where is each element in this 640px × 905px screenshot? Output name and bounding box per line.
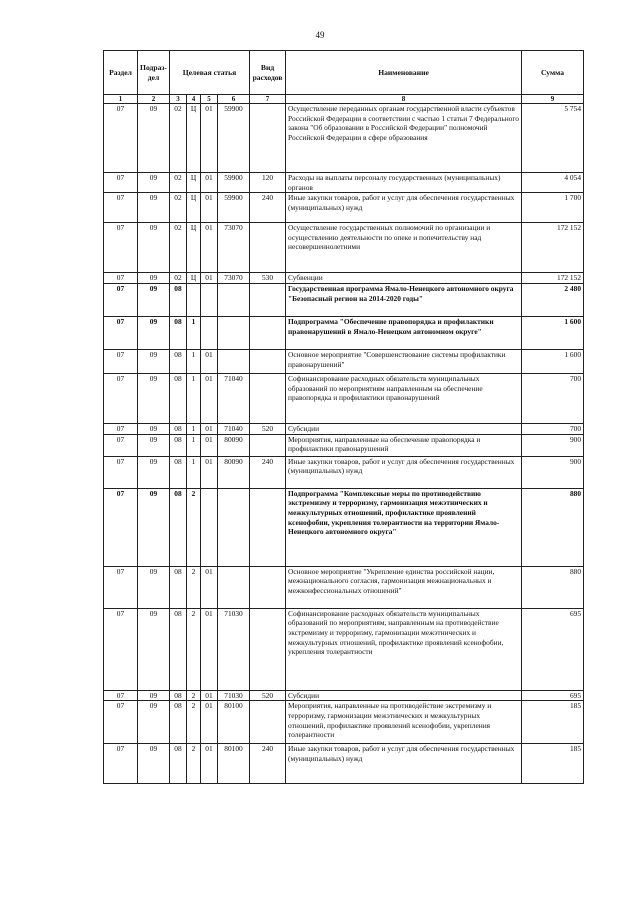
cell-naimenovanie: Осуществление переданных органам государственной власти субъектов Российской Федерации в соответствии с частью 1 статьи 7 Федерального закона "Об образовании в Российской Федерации" полномочий Российской Федерации в сфере образования [286, 104, 522, 173]
cell-subprogram-code: 2 [187, 566, 201, 608]
cell-direction-code: 71040 [218, 374, 250, 424]
cell-razdel: 07 [104, 104, 138, 173]
cell-razdel: 07 [104, 456, 138, 488]
cell-podrazdel: 09 [138, 701, 170, 744]
cell-summa: 900 [522, 456, 584, 488]
cell-podrazdel: 09 [138, 104, 170, 173]
cell-activity-code [201, 317, 218, 350]
table-row [104, 223, 584, 273]
cell-razdel: 07 [104, 350, 138, 374]
cell-direction-code: 59900 [218, 193, 250, 223]
cell-summa: 695 [522, 690, 584, 701]
cell-activity-code: 01 [201, 701, 218, 744]
cell-subprogram-code: Ц [187, 173, 201, 193]
column-number: 3 [170, 95, 187, 104]
cell-direction-code: 71030 [218, 690, 250, 701]
cell-naimenovanie: Основное мероприятие "Совершенствование системы профилактики правонарушений" [286, 350, 522, 374]
cell-podrazdel: 09 [138, 193, 170, 223]
cell-vid-rashodov: 120 [250, 173, 286, 193]
column-number: 8 [286, 95, 522, 104]
table-row [104, 173, 584, 193]
cell-razdel: 07 [104, 173, 138, 193]
cell-naimenovanie: Субвенции [286, 273, 522, 284]
header-summa: Сумма [522, 51, 584, 95]
cell-naimenovanie: Расходы на выплаты персоналу государственных (муниципальных) органов [286, 173, 522, 193]
cell-podrazdel: 09 [138, 434, 170, 456]
cell-subprogram-code: 1 [187, 456, 201, 488]
cell-naimenovanie: Основное мероприятие "Укрепление единства российской нации, межнационального согласия, гармонизация межнациональных и межконфессиональных отношений" [286, 566, 522, 608]
cell-program-code: 08 [170, 456, 187, 488]
cell-vid-rashodov: 240 [250, 193, 286, 223]
table-row [104, 284, 584, 317]
table-row [104, 488, 584, 566]
cell-vid-rashodov: 240 [250, 456, 286, 488]
cell-subprogram-code: Ц [187, 223, 201, 273]
table-row [104, 424, 584, 435]
cell-program-code: 08 [170, 317, 187, 350]
cell-activity-code: 01 [201, 608, 218, 690]
table-header-row [104, 51, 584, 95]
table-row [104, 608, 584, 690]
cell-program-code: 08 [170, 690, 187, 701]
cell-podrazdel: 09 [138, 690, 170, 701]
cell-naimenovanie: Подпрограмма "Комплексные меры по противодействию экстремизму и терроризму, гармонизация межэтнических и межкультурных отношений, профилактике проявлений ксенофобии, укрепления толерантности на территории Ямало-Ненецкого автономного округа" [286, 488, 522, 566]
cell-naimenovanie: Субсидии [286, 424, 522, 435]
cell-summa: 185 [522, 744, 584, 784]
cell-podrazdel: 09 [138, 744, 170, 784]
cell-razdel: 07 [104, 488, 138, 566]
cell-vid-rashodov: 520 [250, 424, 286, 435]
cell-direction-code: 71040 [218, 424, 250, 435]
cell-razdel: 07 [104, 284, 138, 317]
cell-activity-code: 01 [201, 173, 218, 193]
cell-naimenovanie: Софинансирование расходных обязательств муниципальных образований по мероприятиям направленным на обеспечение правопорядка и профилактики правонарушений [286, 374, 522, 424]
cell-program-code: 08 [170, 350, 187, 374]
cell-subprogram-code [187, 284, 201, 317]
cell-subprogram-code: 1 [187, 424, 201, 435]
cell-summa: 5 754 [522, 104, 584, 173]
cell-activity-code: 01 [201, 350, 218, 374]
cell-razdel: 07 [104, 193, 138, 223]
column-number: 9 [522, 95, 584, 104]
cell-razdel: 07 [104, 690, 138, 701]
cell-naimenovanie: Мероприятия, направленные на обеспечение правопорядка и профилактики правонарушений [286, 434, 522, 456]
cell-direction-code: 80090 [218, 456, 250, 488]
cell-vid-rashodov [250, 374, 286, 424]
cell-summa: 1 600 [522, 350, 584, 374]
cell-podrazdel: 09 [138, 317, 170, 350]
cell-summa: 185 [522, 701, 584, 744]
cell-vid-rashodov [250, 104, 286, 173]
cell-direction-code [218, 317, 250, 350]
page-number: 49 [315, 30, 325, 40]
cell-program-code: 08 [170, 424, 187, 435]
cell-vid-rashodov [250, 608, 286, 690]
cell-podrazdel: 09 [138, 566, 170, 608]
cell-activity-code [201, 284, 218, 317]
table-row [104, 273, 584, 284]
cell-direction-code: 73070 [218, 223, 250, 273]
cell-naimenovanie: Софинансирование расходных обязательств муниципальных образований по мероприятиям, направленным на противодействие экстремизму и терроризму, гармонизации межэтнических и межкультурных отношений, профилактике проявлений ксенофобии, укрепления толерантности [286, 608, 522, 690]
cell-subprogram-code: Ц [187, 273, 201, 284]
header-celevaya-statya: Целевая статья [170, 51, 250, 95]
table-row [104, 350, 584, 374]
cell-activity-code: 01 [201, 566, 218, 608]
cell-activity-code: 01 [201, 690, 218, 701]
cell-podrazdel: 09 [138, 456, 170, 488]
column-number: 6 [218, 95, 250, 104]
cell-program-code: 08 [170, 701, 187, 744]
cell-direction-code: 80100 [218, 701, 250, 744]
cell-direction-code [218, 488, 250, 566]
table-row [104, 744, 584, 784]
cell-vid-rashodov [250, 223, 286, 273]
cell-podrazdel: 09 [138, 424, 170, 435]
cell-summa: 2 480 [522, 284, 584, 317]
table-row [104, 701, 584, 744]
cell-summa: 880 [522, 566, 584, 608]
cell-direction-code: 80090 [218, 434, 250, 456]
cell-program-code: 08 [170, 434, 187, 456]
cell-activity-code: 01 [201, 104, 218, 173]
cell-program-code: 08 [170, 284, 187, 317]
cell-program-code: 02 [170, 193, 187, 223]
cell-direction-code [218, 284, 250, 317]
cell-summa: 4 054 [522, 173, 584, 193]
header-naimenovanie: Наименование [286, 51, 522, 95]
cell-naimenovanie: Иные закупки товаров, работ и услуг для обеспечения государственных (муниципальных) нужд [286, 456, 522, 488]
cell-program-code: 08 [170, 374, 187, 424]
cell-direction-code: 71030 [218, 608, 250, 690]
cell-podrazdel: 09 [138, 488, 170, 566]
column-number: 2 [138, 95, 170, 104]
cell-direction-code [218, 566, 250, 608]
cell-subprogram-code: 1 [187, 350, 201, 374]
cell-podrazdel: 09 [138, 173, 170, 193]
cell-naimenovanie: Субсидии [286, 690, 522, 701]
cell-summa: 1 600 [522, 317, 584, 350]
cell-direction-code: 73070 [218, 273, 250, 284]
cell-summa: 900 [522, 434, 584, 456]
cell-subprogram-code: 1 [187, 434, 201, 456]
cell-activity-code: 01 [201, 374, 218, 424]
cell-activity-code [201, 488, 218, 566]
cell-razdel: 07 [104, 374, 138, 424]
cell-vid-rashodov [250, 566, 286, 608]
table-row [104, 317, 584, 350]
cell-razdel: 07 [104, 434, 138, 456]
cell-summa: 1 700 [522, 193, 584, 223]
cell-naimenovanie: Иные закупки товаров, работ и услуг для обеспечения государственных (муниципальных) нужд [286, 744, 522, 784]
table-row [104, 104, 584, 173]
cell-activity-code: 01 [201, 744, 218, 784]
cell-program-code: 08 [170, 566, 187, 608]
cell-program-code: 08 [170, 744, 187, 784]
cell-podrazdel: 09 [138, 350, 170, 374]
header-podrazdel: Подраз-дел [138, 51, 170, 95]
cell-podrazdel: 09 [138, 284, 170, 317]
cell-subprogram-code: 2 [187, 690, 201, 701]
cell-vid-rashodov [250, 350, 286, 374]
table-row [104, 566, 584, 608]
cell-vid-rashodov [250, 434, 286, 456]
cell-naimenovanie: Мероприятия, направленные на противодействие экстремизму и терроризму, гармонизации межэтнических и межкультурных отношений, профилактике проявлений ксенофобии, укрепления толерантности [286, 701, 522, 744]
header-vid-rashodov: Вид расходов [250, 51, 286, 95]
cell-vid-rashodov: 530 [250, 273, 286, 284]
cell-podrazdel: 09 [138, 223, 170, 273]
cell-vid-rashodov [250, 284, 286, 317]
cell-podrazdel: 09 [138, 608, 170, 690]
column-number: 5 [201, 95, 218, 104]
cell-activity-code: 01 [201, 456, 218, 488]
cell-activity-code: 01 [201, 193, 218, 223]
cell-program-code: 02 [170, 273, 187, 284]
cell-summa: 700 [522, 374, 584, 424]
cell-podrazdel: 09 [138, 273, 170, 284]
cell-razdel: 07 [104, 608, 138, 690]
table-row [104, 456, 584, 488]
cell-direction-code: 80100 [218, 744, 250, 784]
cell-vid-rashodov [250, 317, 286, 350]
column-number: 7 [250, 95, 286, 104]
cell-summa: 695 [522, 608, 584, 690]
cell-subprogram-code: Ц [187, 193, 201, 223]
cell-subprogram-code: 2 [187, 608, 201, 690]
cell-direction-code [218, 350, 250, 374]
cell-razdel: 07 [104, 566, 138, 608]
cell-razdel: 07 [104, 744, 138, 784]
cell-naimenovanie: Государственная программа Ямало-Ненецкого автономного округа "Безопасный регион на 2014-2020 годы" [286, 284, 522, 317]
cell-program-code: 02 [170, 173, 187, 193]
cell-summa: 172 152 [522, 273, 584, 284]
cell-direction-code: 59900 [218, 104, 250, 173]
cell-subprogram-code: Ц [187, 104, 201, 173]
cell-naimenovanie: Подпрограмма "Обеспечение правопорядка и профилактики правонарушений в Ямало-Ненецком автономном округе" [286, 317, 522, 350]
cell-activity-code: 01 [201, 223, 218, 273]
cell-program-code: 02 [170, 223, 187, 273]
cell-subprogram-code: 2 [187, 744, 201, 784]
cell-subprogram-code: 2 [187, 701, 201, 744]
column-number: 1 [104, 95, 138, 104]
cell-razdel: 07 [104, 273, 138, 284]
cell-vid-rashodov: 520 [250, 690, 286, 701]
column-number: 4 [187, 95, 201, 104]
budget-table [103, 50, 584, 784]
cell-program-code: 08 [170, 608, 187, 690]
cell-razdel: 07 [104, 223, 138, 273]
table-row [104, 193, 584, 223]
cell-summa: 700 [522, 424, 584, 435]
cell-naimenovanie: Иные закупки товаров, работ и услуг для обеспечения государственных (муниципальных) нужд [286, 193, 522, 223]
cell-podrazdel: 09 [138, 374, 170, 424]
cell-razdel: 07 [104, 701, 138, 744]
cell-activity-code: 01 [201, 424, 218, 435]
table-row [104, 434, 584, 456]
cell-razdel: 07 [104, 424, 138, 435]
header-razdel: Раздел [104, 51, 138, 95]
cell-subprogram-code: 1 [187, 317, 201, 350]
cell-naimenovanie: Осуществление государственных полномочий по организации и осуществлению деятельности по опеке и попечительству над несовершеннолетними [286, 223, 522, 273]
cell-vid-rashodov [250, 701, 286, 744]
cell-program-code: 02 [170, 104, 187, 173]
cell-subprogram-code: 2 [187, 488, 201, 566]
cell-summa: 172 152 [522, 223, 584, 273]
table-row [104, 374, 584, 424]
cell-razdel: 07 [104, 317, 138, 350]
cell-summa: 880 [522, 488, 584, 566]
cell-activity-code: 01 [201, 273, 218, 284]
table-row [104, 690, 584, 701]
cell-vid-rashodov [250, 488, 286, 566]
column-number-row [104, 95, 584, 104]
cell-direction-code: 59900 [218, 173, 250, 193]
cell-vid-rashodov: 240 [250, 744, 286, 784]
cell-program-code: 08 [170, 488, 187, 566]
cell-activity-code: 01 [201, 434, 218, 456]
cell-subprogram-code: 1 [187, 374, 201, 424]
